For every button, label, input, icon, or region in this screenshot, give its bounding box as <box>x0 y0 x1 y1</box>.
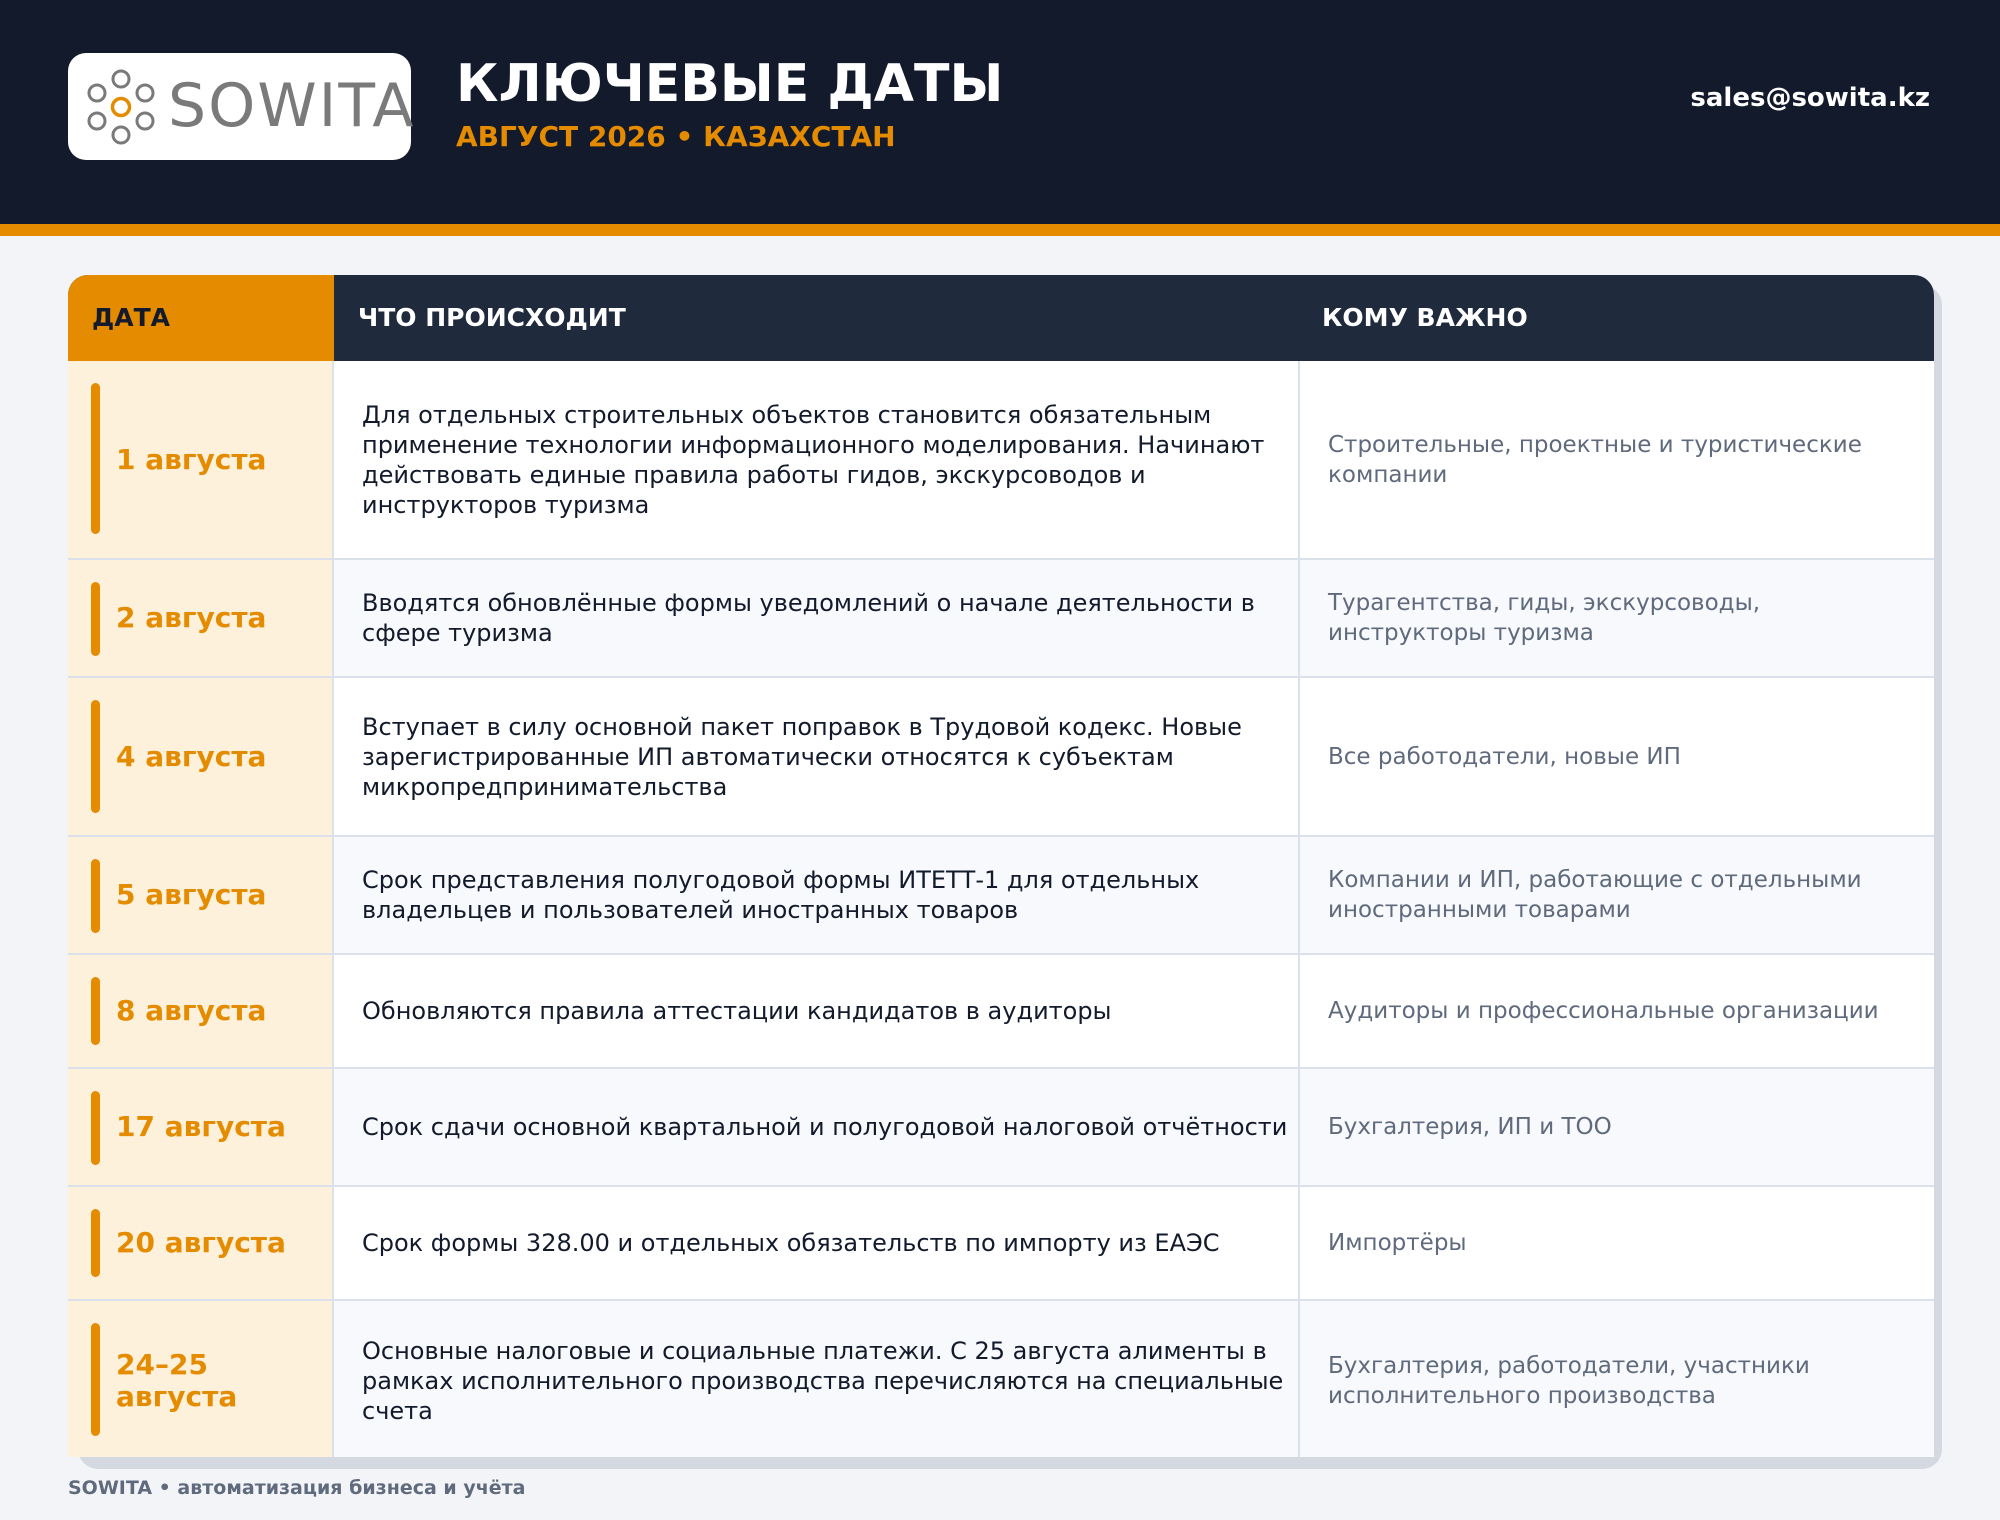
event-description: Основные налоговые и социальные платежи. С 25 августа алименты в рамках исполнительного производства перечисляются на специальные счета <box>362 1336 1284 1425</box>
date-accent-bar <box>91 1209 100 1277</box>
date-accent-bar <box>91 859 100 933</box>
table-row <box>68 955 1934 1069</box>
event-description: Для отдельных строительных объектов становится обязательным применение технологии информационного моделирования. Начинают действовать единые правила работы гидов, экскурсоводов и инструкторов туризма <box>362 400 1265 519</box>
page-title: КЛЮЧЕВЫЕ ДАТЫ <box>456 54 1004 114</box>
date-cell <box>68 361 334 558</box>
date-label: 1 августа <box>116 442 267 476</box>
date-accent-bar <box>91 977 100 1045</box>
audience-text: Турагентства, гиды, экскурсоводы, инструкторы туризма <box>1328 590 1761 646</box>
table-row <box>68 678 1934 837</box>
event-description: Вступает в силу основной пакет поправок в Трудовой кодекс. Новые зарегистрированные ИП автоматически относятся к субъектам микропредпринимательства <box>362 712 1242 801</box>
logo-dots-icon <box>82 68 160 146</box>
date-cell <box>68 560 334 676</box>
column-header-date: ДАТА <box>92 303 171 332</box>
column-header-what: ЧТО ПРОИСХОДИТ <box>358 303 626 332</box>
event-description: Вводятся обновлённые формы уведомлений о начале деятельности в сфере туризма <box>362 589 1255 647</box>
date-cell <box>68 1187 334 1299</box>
contact-email-link[interactable]: sales@sowita.kz <box>1690 83 1930 113</box>
date-label: 20 августа <box>116 1226 286 1259</box>
date-label: 4 августа <box>116 739 267 773</box>
table-row <box>68 361 1934 560</box>
audience-text: Все работодатели, новые ИП <box>1328 743 1681 770</box>
event-description: Срок формы 328.00 и отдельных обязательств по импорту из ЕАЭС <box>362 1229 1220 1257</box>
date-accent-bar <box>91 1091 100 1165</box>
table-row <box>68 837 1934 955</box>
what-cell <box>334 678 1300 835</box>
date-cell <box>68 955 334 1067</box>
audience-text: Бухгалтерия, работодатели, участники исполнительного производства <box>1328 1352 1810 1409</box>
header-accent-stripe <box>0 224 2000 236</box>
logo-text: SOWITA <box>168 71 416 141</box>
date-accent-bar <box>91 582 100 656</box>
date-label: 17 августа <box>116 1110 286 1143</box>
what-cell <box>334 955 1300 1067</box>
event-description: Обновляются правила аттестации кандидатов в аудиторы <box>362 997 1112 1025</box>
page-footer: SOWITA • автоматизация бизнеса и учёта <box>68 1477 526 1499</box>
audience-text: Аудиторы и профессиональные организации <box>1328 998 1879 1024</box>
what-cell <box>334 361 1300 558</box>
date-label: 24–25 августа <box>116 1347 238 1413</box>
audience-text: Бухгалтерия, ИП и ТОО <box>1328 1114 1612 1140</box>
date-accent-bar <box>91 1323 100 1436</box>
date-cell <box>68 837 334 953</box>
audience-text: Импортёры <box>1328 1230 1467 1256</box>
table-row <box>68 1187 1934 1301</box>
table-header <box>68 275 1934 361</box>
page-subtitle: АВГУСТ 2026 • КАЗАХСТАН <box>456 120 896 153</box>
page-header <box>0 0 2000 224</box>
what-cell <box>334 1069 1300 1185</box>
what-cell <box>334 1187 1300 1299</box>
event-description: Срок сдачи основной квартальной и полугодовой налоговой отчётности <box>362 1113 1288 1141</box>
date-label: 2 августа <box>116 601 267 634</box>
table-row <box>68 560 1934 678</box>
what-cell <box>334 837 1300 953</box>
column-header-who: КОМУ ВАЖНО <box>1322 303 1528 332</box>
date-cell <box>68 1301 334 1457</box>
table-row <box>68 1301 1934 1457</box>
date-cell <box>68 1069 334 1185</box>
date-label: 5 августа <box>116 878 267 911</box>
date-accent-bar <box>91 383 100 534</box>
what-cell <box>334 560 1300 676</box>
audience-text: Компании и ИП, работающие с отдельными иностранными товарами <box>1328 867 1862 923</box>
what-cell <box>334 1301 1300 1457</box>
key-dates-table <box>68 275 1934 1457</box>
audience-text: Строительные, проектные и туристические компании <box>1328 431 1862 488</box>
event-description: Срок представления полугодовой формы ИТЕТТ-1 для отдельных владельцев и пользователей иностранных товаров <box>362 866 1200 924</box>
date-accent-bar <box>91 700 100 813</box>
date-cell <box>68 678 334 835</box>
date-label: 8 августа <box>116 994 267 1027</box>
sowita-logo <box>68 53 416 160</box>
table-row <box>68 1069 1934 1187</box>
